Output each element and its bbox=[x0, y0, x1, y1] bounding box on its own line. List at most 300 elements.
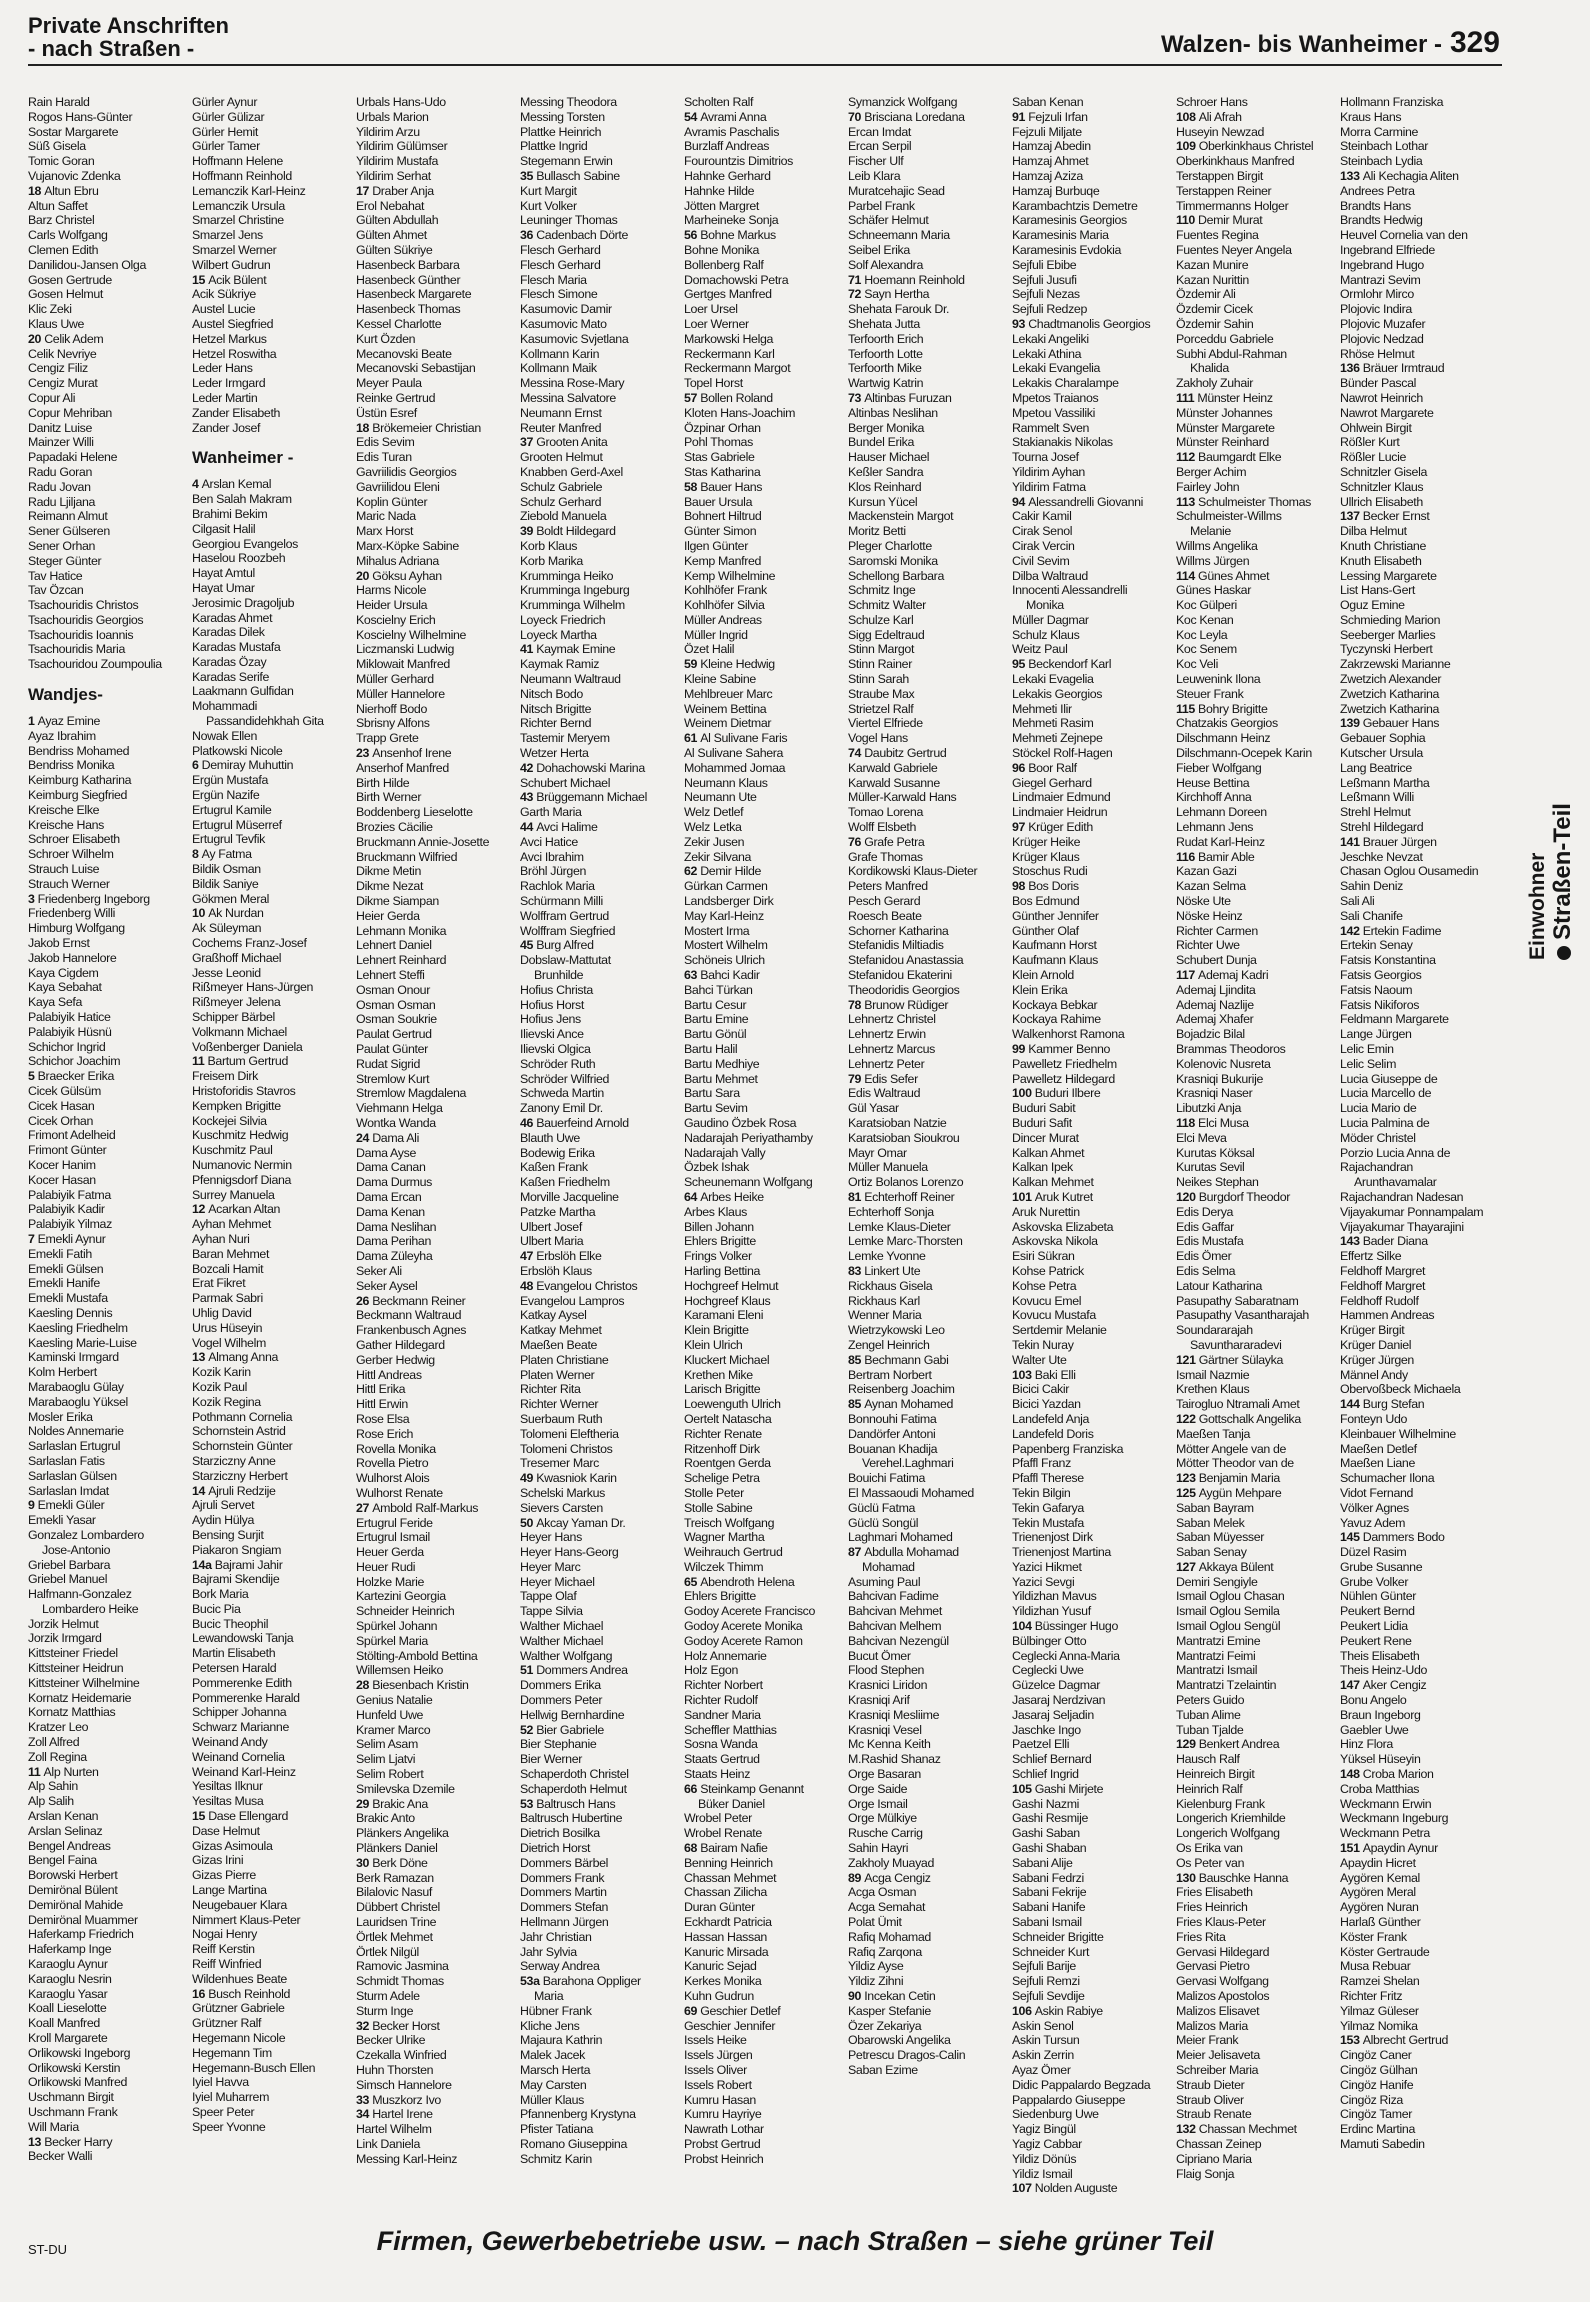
resident-entry: Schröder Wilfried bbox=[520, 1071, 610, 1086]
resident-name: Ajruli Redzije bbox=[208, 1483, 276, 1498]
resident-entry: Malek Jacek bbox=[520, 2048, 586, 2063]
resident-entry: Mantratzi Ismail bbox=[1176, 1663, 1258, 1678]
resident-entry bbox=[520, 761, 684, 776]
resident-entry: Köster Frank bbox=[1340, 1929, 1407, 1944]
resident-entry: Topel Horst bbox=[684, 376, 743, 391]
resident-entry: Heinrich Ralf bbox=[1176, 1781, 1243, 1796]
resident-entry: Eckhardt Patricia bbox=[684, 1915, 772, 1930]
resident-entry: Serway Andrea bbox=[520, 1959, 600, 1974]
resident-entry: Lekaki Athina bbox=[1012, 346, 1082, 361]
resident-entry: Fatsis Konstantina bbox=[1340, 953, 1436, 968]
resident-entry: Fries Klaus-Peter bbox=[1176, 1915, 1266, 1930]
resident-entry: Gerber Hedwig bbox=[356, 1352, 435, 1367]
house-number: 56 bbox=[684, 228, 701, 243]
house-number: 28 bbox=[356, 1678, 373, 1693]
resident-entry: Askin Tursun bbox=[1012, 2033, 1080, 2048]
resident-entry: Zander Elisabeth bbox=[192, 405, 281, 420]
resident-entry: Chassan Zilicha bbox=[684, 1885, 767, 1900]
resident-entry: Karadas Mustafa bbox=[192, 640, 281, 655]
resident-entry: Terstappen Birgit bbox=[1176, 168, 1264, 183]
resident-entry: Hochgreef Helmut bbox=[684, 1278, 779, 1293]
resident-entry: Schulz Klaus bbox=[1012, 627, 1080, 642]
resident-entry bbox=[1176, 1471, 1340, 1486]
resident-name: Bader Diana bbox=[1362, 1234, 1428, 1249]
resident-entry: Richter Carmen bbox=[1176, 923, 1258, 938]
resident-entry: Lindmaier Heidrun bbox=[1012, 805, 1108, 820]
resident-name: Oberkinkhaus Christel bbox=[1198, 139, 1314, 154]
resident-entry: Geschier Jennifer bbox=[684, 2018, 776, 2033]
house-number: 151 bbox=[1340, 1841, 1363, 1856]
resident-entry: Gülten Ahmet bbox=[356, 228, 427, 243]
resident-entry: Lang Beatrice bbox=[1340, 760, 1412, 775]
resident-entry: Godoy Acerete Ramon bbox=[684, 1633, 803, 1648]
resident-entry: Schorner Katharina bbox=[848, 923, 949, 938]
resident-entry: Koc Leyla bbox=[1176, 627, 1228, 642]
resident-entry: Hollmann Franziska bbox=[1340, 95, 1444, 109]
resident-entry: Mohammed Jomaa bbox=[684, 760, 786, 775]
resident-entry: Saromski Monika bbox=[848, 553, 938, 568]
resident-entry: Bensing Surjit bbox=[192, 1527, 264, 1542]
resident-entry: Ortiz Bolanos Lorenzo bbox=[848, 1175, 964, 1190]
resident-entry: Nowak Ellen bbox=[192, 728, 258, 743]
resident-entry: Heuvel Cornelia van den bbox=[1340, 228, 1468, 243]
resident-entry: Klein Arnold bbox=[1012, 968, 1074, 983]
resident-entry bbox=[28, 2135, 192, 2150]
resident-entry bbox=[848, 1545, 1012, 1560]
resident-entry: Rovella Monika bbox=[356, 1441, 436, 1456]
resident-entry: Keimburg Katharina bbox=[28, 773, 132, 788]
resident-entry: Pfennigsdorf Diana bbox=[192, 1172, 292, 1187]
resident-entry: Ceglecki Uwe bbox=[1012, 1663, 1084, 1678]
resident-entry bbox=[520, 228, 684, 243]
resident-entry: Hamzaj Abedin bbox=[1012, 139, 1091, 154]
resident-entry: Hochgreef Klaus bbox=[684, 1293, 771, 1308]
resident-entry: Mpetou Vassiliki bbox=[1012, 405, 1096, 420]
resident-entry: Bildik Saniye bbox=[192, 876, 259, 891]
resident-entry: Sabani Fekrije bbox=[1012, 1885, 1087, 1900]
resident-entry: Krasniqi Naser bbox=[1176, 1086, 1253, 1101]
house-number: 70 bbox=[848, 109, 865, 124]
resident-entry: Ceglecki Anna-Maria bbox=[1012, 1648, 1120, 1663]
resident-entry: Mantrazi Sevim bbox=[1340, 272, 1421, 287]
resident-entry: Peters Manfred bbox=[848, 879, 928, 894]
resident-entry: Hayat Umar bbox=[192, 580, 255, 595]
resident-entry: Papenberg Franziska bbox=[1012, 1441, 1124, 1456]
resident-entry: Birth Werner bbox=[356, 790, 422, 805]
house-number: 90 bbox=[848, 1989, 865, 2003]
resident-entry: Lehmann Jens bbox=[1176, 820, 1254, 835]
resident-entry bbox=[356, 2093, 520, 2108]
resident-name: Boor Ralf bbox=[1028, 760, 1077, 775]
resident-entry: Rickhaus Karl bbox=[848, 1293, 920, 1308]
resident-name: Büssinger Hugo bbox=[1034, 1619, 1118, 1634]
resident-entry: Cengiz Murat bbox=[28, 376, 98, 391]
resident-entry: Dama Ercan bbox=[356, 1189, 422, 1204]
resident-entry: Osman Soukrie bbox=[356, 1012, 437, 1027]
resident-entry: Vogel Hans bbox=[848, 731, 908, 746]
resident-entry: Schulz Gabriele bbox=[520, 479, 603, 494]
resident-entry: Willms Angelika bbox=[1176, 538, 1258, 553]
resident-entry: Jakob Hannelore bbox=[28, 950, 117, 965]
resident-entry: Bendriss Mohamed bbox=[28, 743, 130, 758]
resident-entry: Cochems Franz-Josef bbox=[192, 936, 307, 951]
resident-entry: Koc Veli bbox=[1176, 657, 1218, 672]
resident-name: Günes Ahmet bbox=[1198, 568, 1270, 583]
house-number: 144 bbox=[1340, 1397, 1363, 1412]
resident-entry: Dama Kenan bbox=[356, 1204, 425, 1219]
resident-entry: Austel Lucie bbox=[192, 302, 256, 317]
resident-entry bbox=[684, 480, 848, 495]
resident-entry: Koall Manfred bbox=[28, 2016, 100, 2031]
resident-entry: Rhöse Helmut bbox=[1340, 346, 1415, 361]
resident-entry: Richter Rudolf bbox=[684, 1693, 758, 1708]
resident-entry: Zekir Silvana bbox=[684, 849, 752, 864]
resident-entry: Kaesling Dennis bbox=[28, 1305, 113, 1320]
resident-entry bbox=[1012, 317, 1176, 332]
resident-entry: Wrobel Peter bbox=[684, 1811, 752, 1826]
resident-entry: Loyeck Martha bbox=[520, 627, 597, 642]
resident-entry bbox=[192, 273, 356, 288]
resident-entry: Yildizhan Mavus bbox=[1012, 1589, 1097, 1604]
resident-entry bbox=[1340, 924, 1504, 939]
resident-entry: Steinbach Lothar bbox=[1340, 139, 1429, 154]
resident-entry: Shehata Farouk Dr. bbox=[848, 302, 950, 317]
resident-entry: Fischer Ulf bbox=[848, 154, 904, 169]
resident-entry: Tsachouridis Ioannis bbox=[28, 627, 134, 642]
house-number: 26 bbox=[356, 1293, 373, 1308]
resident-entry: Jesse Leonid bbox=[192, 965, 261, 980]
resident-name: Bajrami Jahir bbox=[214, 1557, 283, 1572]
resident-entry: Buduri Safit bbox=[1012, 1115, 1072, 1130]
resident-entry: Klaus Uwe bbox=[28, 316, 85, 331]
resident-entry: Saban Müyesser bbox=[1176, 1530, 1265, 1545]
resident-entry: Kasumovic Damir bbox=[520, 302, 612, 317]
resident-entry: Mosler Erika bbox=[28, 1409, 93, 1424]
resident-entry: Nimmert Klaus-Peter bbox=[192, 1912, 301, 1927]
resident-entry: Copur Ali bbox=[28, 390, 76, 405]
resident-entry: Kanuric Mirsada bbox=[684, 1944, 769, 1959]
resident-entry bbox=[684, 391, 848, 406]
resident-entry: Alp Salih bbox=[28, 1794, 74, 1809]
resident-entry bbox=[684, 864, 848, 879]
resident-entry: Katkay Aysel bbox=[520, 1308, 587, 1323]
resident-name: Bahci Kadir bbox=[700, 968, 760, 983]
resident-name: Gashi Mirjete bbox=[1034, 1781, 1104, 1796]
house-number: 32 bbox=[356, 2018, 373, 2033]
resident-entry: Baran Mehmet bbox=[192, 1246, 270, 1261]
resident-entry bbox=[848, 1397, 1012, 1412]
resident-name: Gärtner Sülayka bbox=[1198, 1352, 1283, 1367]
resident-entry: Roentgen Gerda bbox=[684, 1456, 771, 1471]
resident-entry: Kockejei Silvia bbox=[192, 1113, 267, 1128]
resident-entry: Kolm Herbert bbox=[28, 1365, 97, 1380]
directory-column bbox=[192, 95, 356, 2210]
resident-entry: Ulbert Josef bbox=[520, 1219, 582, 1234]
resident-entry: Karaoglu Aynur bbox=[28, 1957, 108, 1972]
resident-entry: Kurutas Sevil bbox=[1176, 1160, 1245, 1175]
resident-entry: Sertdemir Melanie bbox=[1012, 1323, 1107, 1338]
resident-entry: Stolle Peter bbox=[684, 1485, 744, 1500]
resident-name: Acga Cengiz bbox=[864, 1870, 931, 1885]
resident-entry: Peters Guido bbox=[1176, 1693, 1245, 1708]
resident-entry: Ilgen Günter bbox=[684, 538, 748, 553]
resident-entry bbox=[356, 1131, 520, 1146]
house-number: 132 bbox=[1176, 2122, 1199, 2137]
resident-entry: Chassan Mehmet bbox=[684, 1870, 777, 1885]
resident-entry: Lekaki Angeliki bbox=[1012, 331, 1089, 346]
resident-entry: Benning Heinrich bbox=[684, 1855, 773, 1870]
resident-entry: Klein Erika bbox=[1012, 982, 1068, 997]
resident-entry: Münster Reinhard bbox=[1176, 435, 1269, 450]
resident-entry: Schweda Martin bbox=[520, 1086, 604, 1101]
resident-entry: Krüger Jürgen bbox=[1340, 1352, 1414, 1367]
resident-entry: Lessing Margarete bbox=[1340, 568, 1437, 583]
resident-entry: Alp Sahin bbox=[28, 1779, 78, 1794]
resident-entry bbox=[684, 1575, 848, 1590]
resident-entry: Lemke Marc-Thorsten bbox=[848, 1234, 963, 1249]
resident-entry: Blauth Uwe bbox=[520, 1130, 580, 1145]
resident-entry: Tappe Silvia bbox=[520, 1604, 583, 1619]
resident-entry: Aygören Meral bbox=[1340, 1885, 1416, 1900]
resident-entry: Ergün Nazife bbox=[192, 788, 260, 803]
resident-entry: Uschmann Frank bbox=[28, 2104, 118, 2119]
resident-entry: Richter Renate bbox=[684, 1426, 762, 1441]
resident-entry bbox=[520, 1116, 684, 1131]
resident-entry: Bucut Ömer bbox=[848, 1648, 911, 1663]
resident-entry: Jaschke Ingo bbox=[1012, 1722, 1081, 1737]
house-number: 53 bbox=[520, 1796, 537, 1811]
resident-entry: Emekli Fatih bbox=[28, 1246, 92, 1261]
resident-entry bbox=[1012, 761, 1176, 776]
resident-entry: Uschmann Birgit bbox=[28, 2090, 114, 2105]
resident-entry: Palabiyik Hüsnü bbox=[28, 1024, 112, 1039]
resident-entry: Feldhoff Margret bbox=[1340, 1263, 1426, 1278]
resident-entry: Godoy Acerete Francisco bbox=[684, 1604, 816, 1619]
resident-entry: Haselou Roozbeh bbox=[192, 551, 286, 566]
house-number: 98 bbox=[1012, 879, 1029, 894]
resident-entry: Beckmann Waltraud bbox=[356, 1308, 462, 1323]
resident-entry: Arslan Kenan bbox=[28, 1809, 99, 1824]
house-number: 35 bbox=[520, 168, 537, 183]
resident-entry: Acik Sükriye bbox=[192, 287, 256, 302]
resident-name: Avci Halime bbox=[536, 820, 598, 835]
resident-entry: Bahcivan Fadime bbox=[848, 1589, 939, 1604]
resident-entry: Kazan Gazi bbox=[1176, 864, 1237, 879]
resident-entry: Radu Jovan bbox=[28, 479, 91, 494]
resident-entry: Ullrich Elisabeth bbox=[1340, 494, 1423, 509]
resident-entry: Nitsch Bodo bbox=[520, 686, 583, 701]
resident-entry: Straub Dieter bbox=[1176, 2077, 1245, 2092]
resident-name: Dama Ali bbox=[372, 1130, 419, 1145]
resident-entry: Ademaj Xhafer bbox=[1176, 1012, 1254, 1027]
resident-entry: Özbek Ishak bbox=[684, 1160, 750, 1175]
house-number: 115 bbox=[1176, 701, 1199, 716]
resident-entry bbox=[1012, 1042, 1176, 1057]
resident-entry: Gavriilidis Georgios bbox=[356, 464, 457, 479]
resident-entry: Polat Ümit bbox=[848, 1915, 902, 1930]
resident-entry: Koscielny Erich bbox=[356, 612, 436, 627]
resident-entry: Marabaoglu Gülay bbox=[28, 1379, 124, 1394]
resident-entry: Cingöz Riza bbox=[1340, 2092, 1403, 2107]
resident-entry: Issels Robert bbox=[684, 2077, 752, 2092]
resident-entry: Nogai Henry bbox=[192, 1927, 258, 1942]
resident-name: Askin Rabiye bbox=[1034, 2003, 1103, 2018]
resident-entry: Sosna Wanda bbox=[684, 1737, 758, 1752]
resident-entry: Cicek Hasan bbox=[28, 1098, 95, 1113]
resident-entry: Flesch Gerhard bbox=[520, 257, 601, 272]
house-number: 97 bbox=[1012, 820, 1029, 835]
resident-entry: Yildirim Arzu bbox=[356, 124, 420, 139]
resident-entry: Hetzel Markus bbox=[192, 331, 267, 346]
resident-entry: Sigg Edeltraud bbox=[848, 627, 925, 642]
house-number: 23 bbox=[356, 746, 373, 761]
resident-entry: Klein Brigitte bbox=[684, 1323, 749, 1338]
resident-entry: Hofius Horst bbox=[520, 997, 584, 1012]
resident-entry: Voßenberger Daniela bbox=[192, 1039, 303, 1054]
resident-entry bbox=[520, 1663, 684, 1678]
resident-entry: Godoy Acerete Monika bbox=[684, 1619, 803, 1634]
resident-name: Altinbas Furuzan bbox=[864, 390, 952, 405]
resident-entry: Nierhoff Bodo bbox=[356, 701, 427, 716]
resident-entry: Rovella Pietro bbox=[356, 1456, 429, 1471]
resident-entry: Selim Ljatvi bbox=[356, 1752, 416, 1767]
resident-entry: Roesch Beate bbox=[848, 908, 922, 923]
resident-entry: Hofius Christa bbox=[520, 982, 593, 997]
resident-entry bbox=[684, 731, 848, 746]
resident-entry: Kemp Manfred bbox=[684, 553, 762, 568]
resident-entry: Kalkan Mehmet bbox=[1012, 1175, 1094, 1190]
house-number: 11 bbox=[28, 1764, 44, 1779]
resident-entry: Palabiyik Fatma bbox=[28, 1187, 111, 1202]
resident-entry: Larisch Brigitte bbox=[684, 1382, 761, 1397]
house-number: 10 bbox=[192, 906, 209, 921]
resident-entry: Monika bbox=[1026, 598, 1064, 613]
resident-entry: Messina Salvatore bbox=[520, 390, 616, 405]
resident-entry: Kocer Hasan bbox=[28, 1172, 96, 1187]
resident-entry: Lehnertz Christel bbox=[848, 1012, 936, 1027]
resident-entry: Mostert Irma bbox=[684, 923, 750, 938]
directory-columns bbox=[28, 95, 1504, 2210]
resident-entry: Saban Bayram bbox=[1176, 1500, 1254, 1515]
resident-entry: Innocenti Alessandrelli bbox=[1012, 583, 1128, 598]
resident-name: Ertekin Fadime bbox=[1362, 923, 1442, 938]
house-number: 50 bbox=[520, 1515, 537, 1530]
resident-entry bbox=[28, 184, 192, 199]
resident-entry: Fries Rita bbox=[1176, 1929, 1226, 1944]
resident-entry: Ingebrand Elfriede bbox=[1340, 242, 1435, 257]
resident-entry: Austel Siegfried bbox=[192, 316, 274, 331]
resident-entry: Rößler Lucie bbox=[1340, 450, 1407, 465]
resident-entry bbox=[520, 938, 684, 953]
resident-entry: Cingöz Gülhan bbox=[1340, 2062, 1418, 2077]
resident-name: Sayn Hertha bbox=[864, 287, 930, 302]
resident-entry: Tastemir Meryem bbox=[520, 731, 610, 746]
resident-entry: Edis Turan bbox=[356, 450, 412, 465]
resident-entry: Rajachandran bbox=[1340, 1160, 1413, 1175]
resident-entry: Schornstein Astrid bbox=[192, 1424, 286, 1439]
resident-entry: Rafiq Mohamad bbox=[848, 1929, 931, 1944]
resident-entry bbox=[1340, 1397, 1504, 1412]
house-number: 13 bbox=[192, 1350, 209, 1365]
resident-entry: Pappalardo Giuseppe bbox=[1012, 2092, 1126, 2107]
resident-entry: Schnitzler Klaus bbox=[1340, 479, 1424, 494]
resident-entry: Kohse Petra bbox=[1012, 1278, 1077, 1293]
resident-entry: Wulhorst Renate bbox=[356, 1485, 443, 1500]
resident-entry: Brammas Theodoros bbox=[1176, 1042, 1286, 1056]
resident-entry: Gosen Helmut bbox=[28, 287, 103, 302]
house-number: 137 bbox=[1340, 509, 1363, 524]
resident-entry: Saban Melek bbox=[1176, 1515, 1245, 1530]
resident-entry: Parmak Sabri bbox=[192, 1291, 263, 1306]
resident-entry: Andrees Petra bbox=[1340, 183, 1415, 198]
resident-entry: Stinn Margot bbox=[848, 642, 915, 657]
resident-entry: Os Peter van bbox=[1176, 1855, 1245, 1870]
resident-entry bbox=[684, 657, 848, 672]
resident-entry: Orge Mülkiye bbox=[848, 1811, 917, 1826]
resident-entry: Bouichi Fatima bbox=[848, 1471, 926, 1486]
resident-name: Albrecht Gertrud bbox=[1362, 2033, 1449, 2048]
resident-entry: Porceddu Gabriele bbox=[1176, 331, 1274, 346]
resident-entry: Burzlaff Andreas bbox=[684, 139, 770, 154]
resident-entry: Stakianakis Nikolas bbox=[1012, 435, 1113, 450]
resident-entry: Heinreich Birgit bbox=[1176, 1767, 1255, 1782]
resident-name: Al Sulivane Faris bbox=[700, 731, 788, 746]
resident-entry: Gervasi Wolfgang bbox=[1176, 1974, 1269, 1989]
resident-entry: Sostar Margarete bbox=[28, 124, 119, 139]
resident-entry: Martin Elisabeth bbox=[192, 1646, 276, 1661]
house-number: 12 bbox=[192, 1202, 209, 1217]
resident-entry: Mostert Wilhelm bbox=[684, 938, 768, 953]
resident-entry: Dobslaw-Mattutat bbox=[520, 953, 611, 968]
resident-entry: Yagiz Bingül bbox=[1012, 2122, 1076, 2137]
resident-entry: Kemp Wilhelmine bbox=[684, 568, 776, 583]
resident-entry: Bruckmann Wilfried bbox=[356, 849, 458, 864]
resident-entry: Ilievski Olgica bbox=[520, 1042, 591, 1056]
resident-entry: Brahimi Bekim bbox=[192, 506, 268, 521]
house-number: 123 bbox=[1176, 1471, 1199, 1486]
resident-entry: Hegemann Nicole bbox=[192, 2031, 286, 2045]
resident-entry: Güzelce Dagmar bbox=[1012, 1678, 1101, 1693]
resident-entry: Kaya Sebahat bbox=[28, 980, 102, 995]
resident-entry: Männel Andy bbox=[1340, 1367, 1408, 1382]
resident-entry bbox=[1176, 1737, 1340, 1752]
resident-entry: Günther Olaf bbox=[1012, 923, 1079, 938]
resident-entry bbox=[1012, 657, 1176, 672]
street-range-title: Walzen- bis Wanheimer - bbox=[1161, 31, 1442, 58]
resident-entry: Laakmann Gulfidan bbox=[192, 684, 294, 699]
resident-entry: Wartwig Katrin bbox=[848, 376, 924, 391]
directory-column bbox=[520, 95, 684, 2210]
resident-entry: Schroer Hans bbox=[1176, 95, 1248, 109]
resident-entry bbox=[192, 1054, 356, 1069]
resident-entry: Keimburg Siegfried bbox=[28, 788, 128, 803]
resident-entry bbox=[356, 2107, 520, 2122]
resident-entry: Reckermann Karl bbox=[684, 346, 775, 361]
resident-entry: Bicici Cakir bbox=[1012, 1382, 1070, 1397]
resident-entry bbox=[1176, 450, 1340, 465]
resident-entry: Jasaraj Seljadin bbox=[1012, 1707, 1094, 1722]
resident-entry: Dama Ayse bbox=[356, 1145, 416, 1160]
resident-entry: Demiri Sengiyle bbox=[1176, 1574, 1258, 1589]
resident-entry: Mihalus Adriana bbox=[356, 553, 439, 568]
resident-entry: Sarlaslan Fatis bbox=[28, 1453, 105, 1468]
resident-entry: Barz Christel bbox=[28, 213, 95, 228]
resident-entry: Mehmeti Zejnepe bbox=[1012, 731, 1103, 746]
resident-entry: Plänkers Daniel bbox=[356, 1841, 438, 1856]
resident-entry: Rudat Karl-Heinz bbox=[1176, 834, 1265, 849]
resident-entry: Nadarajah Periyathamby bbox=[684, 1130, 813, 1145]
resident-entry: Richter Norbert bbox=[684, 1678, 763, 1693]
